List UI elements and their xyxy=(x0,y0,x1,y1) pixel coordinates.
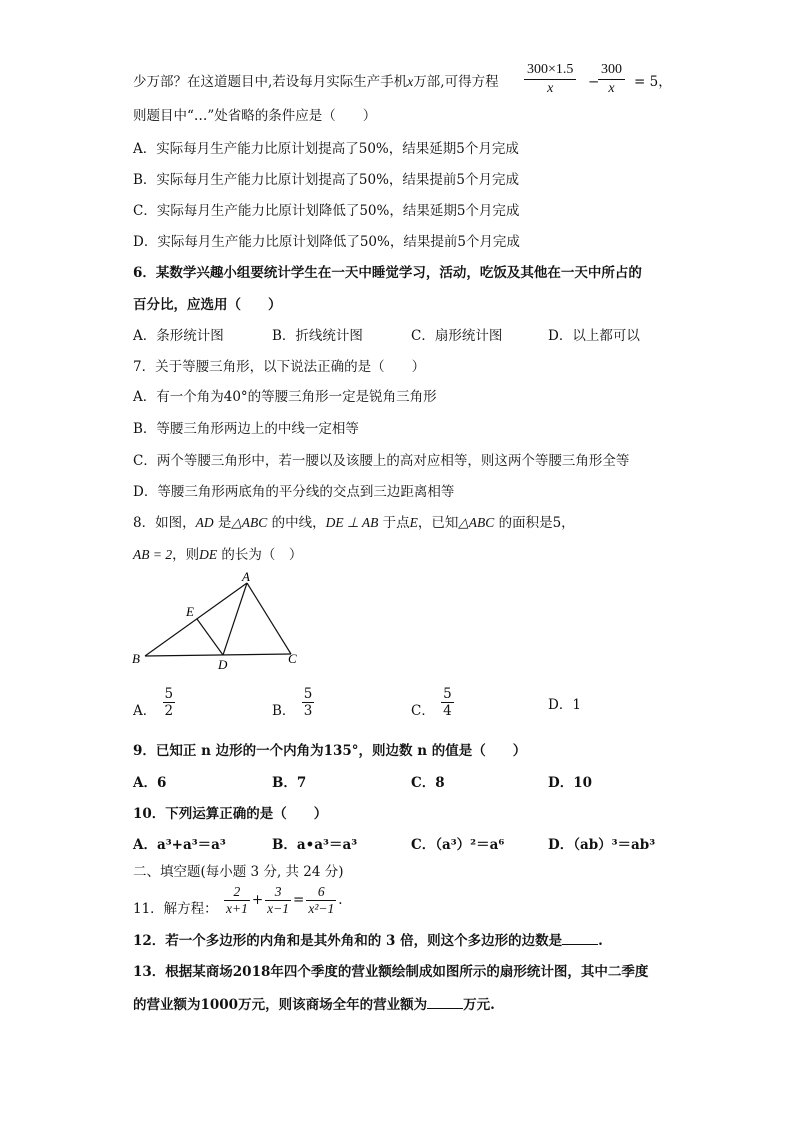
q9-option-b: B．7 xyxy=(272,775,307,791)
q8-l1-k: 的面积是5， xyxy=(494,515,575,531)
q8-l1-a: 8．如图， xyxy=(133,515,196,531)
q7-stem: 7．关于等腰三角形，以下说法正确的是（ ） xyxy=(133,359,426,375)
q11-fraction-2 xyxy=(265,884,291,917)
q13-answer-blank[interactable] xyxy=(427,994,463,1009)
q10-option-a: A．a³+a³＝a³ xyxy=(133,837,226,853)
q5-line1-mid: 万部,可得方程 xyxy=(413,74,499,90)
q6-option-c: C．扇形统计图 xyxy=(411,328,503,344)
q8-option-a-letter: A． xyxy=(133,703,157,719)
q5-option-b: B．实际每月生产能力比原计划提高了50%，结果提前5个月完成 xyxy=(133,172,520,188)
q5-line1-pre: 少万部？在这道题目中,若设每月实际生产手机 xyxy=(133,74,408,90)
q11-f1-den: x+1 xyxy=(225,901,248,916)
q8-option-c-fraction xyxy=(441,686,454,719)
q5-minus: − xyxy=(588,74,600,90)
q8-option-b-letter: B． xyxy=(272,703,296,719)
q6-option-a: A．条形统计图 xyxy=(133,328,224,344)
q10-option-c: C．（a³）²＝a⁶ xyxy=(411,837,505,853)
label-a: A xyxy=(242,569,250,584)
q12-answer-blank[interactable] xyxy=(562,930,598,945)
q11-period: . xyxy=(338,892,343,908)
q11-label: 11．解方程： xyxy=(133,901,218,917)
q8-l1-g: 于点 xyxy=(378,515,410,531)
q8-option-b-fraction xyxy=(302,686,315,719)
q8-l1-e: 的中线， xyxy=(267,515,326,531)
q8-option-d xyxy=(548,695,581,715)
q5-var-x: x xyxy=(407,74,414,89)
segment-de xyxy=(197,619,223,655)
label-e: E xyxy=(186,604,194,619)
q11-equals: = xyxy=(293,892,305,908)
q11-f2-num: 3 xyxy=(265,884,291,901)
q13-line1: 13．根据某商场2018年四个季度的营业额绘制成如图所示的扇形统计图，其中二季度 xyxy=(133,964,649,980)
q5-fraction-1-numerator: 300×1.5 xyxy=(524,61,576,80)
q5-line2: 则题目中“…”处省略的条件应是（ ） xyxy=(133,108,377,124)
q8-line1 xyxy=(133,513,575,533)
q8-option-c xyxy=(411,686,456,719)
q9-option-c: C．8 xyxy=(411,775,445,791)
q13-line2-post: 万元. xyxy=(463,997,495,1013)
q8-option-a-num: 5 xyxy=(164,686,174,702)
q10-option-d: D．（ab）³＝ab³ xyxy=(548,837,656,853)
q11-plus: + xyxy=(251,892,264,908)
q11-fraction-1 xyxy=(224,884,250,917)
q8-l1-i: ，已知 xyxy=(417,515,459,531)
q6-option-d: D．以上都可以 xyxy=(548,328,640,344)
q10-stem: 10．下列运算正确的是（ ） xyxy=(133,806,328,822)
segment-ba xyxy=(145,583,247,656)
section-2-title: 二、填空题(每小题 3 分, 共 24 分) xyxy=(133,864,344,880)
q8-l1-j: △ABC xyxy=(458,515,495,530)
q8-l2-a: AB = 2 xyxy=(133,547,173,562)
label-d: D xyxy=(218,657,228,672)
q8-option-b-den: 3 xyxy=(303,703,313,719)
q6-line1: 6．某数学兴趣小组要统计学生在一天中睡觉学习，活动，吃饭及其他在一天中所占的 xyxy=(133,265,642,281)
q8-l2-d: 的长为（ ） xyxy=(217,547,303,563)
q8-l1-h: E xyxy=(409,515,418,530)
q5-option-a: A．实际每月生产能力比原计划提高了50%，结果延期5个月完成 xyxy=(133,141,519,157)
q8-l1-c: 是 xyxy=(213,515,232,531)
q5-fraction-1 xyxy=(524,61,576,98)
q8-option-c-den: 4 xyxy=(443,703,452,719)
q8-l2-c: DE xyxy=(199,547,218,562)
q11-f1-num: 2 xyxy=(224,884,250,901)
q8-l1-f: DE ⊥ AB xyxy=(325,515,379,530)
q9-option-d: D．10 xyxy=(548,775,592,791)
q8-option-d-text: 1 xyxy=(572,697,581,713)
q8-triangle-figure xyxy=(125,568,315,672)
q6-line2: 百分比，应选用（ ） xyxy=(133,297,282,313)
q5-fraction-2-numerator: 300 xyxy=(598,61,625,80)
q6-option-b: B．折线统计图 xyxy=(272,328,363,344)
q8-option-b xyxy=(272,686,316,719)
q7-option-b: B．等腰三角形两边上的中线一定相等 xyxy=(133,421,359,437)
q11-line xyxy=(133,884,343,917)
q13-line2 xyxy=(133,994,495,1015)
q7-option-c: C．两个等腰三角形中，若一腰以及该腰上的高对应相等，则这两个等腰三角形全等 xyxy=(133,453,630,469)
q5-fraction-2-denominator: x xyxy=(608,81,615,96)
q5-option-d: D．实际每月生产能力比原计划降低了50%，结果提前5个月完成 xyxy=(133,234,520,250)
q11-f2-den: x−1 xyxy=(267,901,290,916)
q8-option-b-num: 5 xyxy=(303,686,313,702)
q11-fraction-3 xyxy=(306,884,336,917)
q8-option-c-num: 5 xyxy=(443,686,452,702)
q8-option-a-den: 2 xyxy=(164,703,174,719)
segment-bc xyxy=(145,654,291,656)
q5-eq-tail: = 5， xyxy=(634,74,672,90)
q13-line2-pre: 的营业额为1000万元，则该商场全年的营业额为 xyxy=(133,997,428,1013)
q8-option-a-fraction xyxy=(163,686,176,719)
q5-option-c: C．实际每月生产能力比原计划降低了50%，结果延期5个月完成 xyxy=(133,203,520,219)
q8-l1-d: △ABC xyxy=(231,515,268,530)
q5-fraction-1-denominator: x xyxy=(547,81,554,96)
q8-option-d-letter: D． xyxy=(548,697,573,713)
q12-line xyxy=(133,930,603,951)
segment-ac xyxy=(247,583,291,654)
q12-tail: . xyxy=(598,933,603,949)
q8-l1-b: AD xyxy=(195,515,214,530)
q5-fraction-2 xyxy=(598,61,625,98)
q8-line2 xyxy=(133,545,302,565)
q7-option-d: D．等腰三角形两底角的平分线的交点到三边距离相等 xyxy=(133,484,455,500)
q8-option-a xyxy=(133,686,177,719)
q8-l2-b: ，则 xyxy=(172,547,200,563)
q10-option-b: B．a•a³＝a³ xyxy=(272,837,358,853)
q8-option-c-letter: C． xyxy=(411,703,435,719)
label-c: C xyxy=(288,651,297,666)
segment-ad xyxy=(223,583,247,655)
q12-text: 12．若一个多边形的内角和是其外角和的 3 倍，则这个多边形的边数是 xyxy=(133,933,563,949)
q11-f3-num: 6 xyxy=(306,884,336,901)
q9-option-a: A．6 xyxy=(133,775,167,791)
q11-f3-den: x²−1 xyxy=(308,901,335,916)
label-b: B xyxy=(132,651,140,666)
q7-option-a: A．有一个角为40°的等腰三角形一定是锐角三角形 xyxy=(133,389,437,405)
q9-stem: 9．已知正 n 边形的一个内角为135°，则边数 n 的值是（ ） xyxy=(133,743,527,759)
q5-line1 xyxy=(133,72,499,92)
